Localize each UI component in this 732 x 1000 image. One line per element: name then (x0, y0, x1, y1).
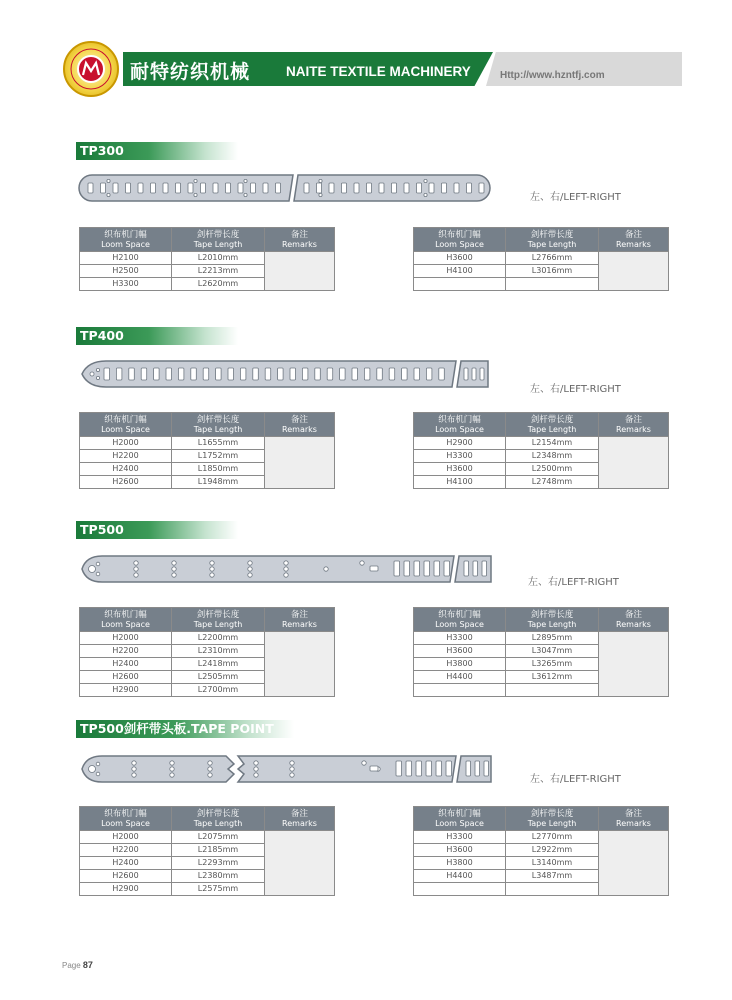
tape-diagram-tp400 (78, 358, 494, 390)
tape-hole (340, 368, 346, 380)
tape-hole (377, 368, 383, 380)
page-number: Page 87 (62, 960, 93, 970)
tape-hole (416, 761, 422, 776)
tape-hole (96, 376, 99, 379)
tape-hole (464, 561, 469, 576)
tape-hole (170, 773, 174, 777)
tape-hole (362, 761, 366, 765)
tape-hole (414, 368, 420, 380)
tape-hole (116, 368, 122, 380)
tape-hole (88, 183, 93, 193)
tape-hole (251, 183, 256, 193)
tape-hole (367, 183, 372, 193)
tape-hole (444, 561, 450, 576)
tape-hole (442, 183, 447, 193)
tape-hole (208, 767, 212, 771)
tape-hole (134, 573, 138, 577)
spec-table-tp400-right (413, 412, 669, 489)
tape-hole (284, 561, 288, 565)
col-remarks: 备注 Remarks (265, 807, 335, 831)
tape-hole (446, 761, 452, 776)
tape-hole (240, 368, 246, 380)
col-remarks: 备注 Remarks (265, 608, 335, 632)
company-logo (63, 41, 119, 97)
col-loom-space: 织布机门幅 Loom Space (80, 608, 172, 632)
tape-hole (473, 561, 478, 576)
table-row: H2900 L2700mm (80, 684, 335, 697)
tape-hole (107, 193, 110, 196)
direction-note: 左、右/LEFT-RIGHT (530, 774, 621, 785)
tape-hole (263, 183, 268, 193)
tape-hole (226, 183, 231, 193)
tape-hole (424, 561, 430, 576)
tape-hole (290, 773, 294, 777)
table-row: H3800 L3140mm (414, 857, 669, 870)
tape-hole (464, 368, 468, 380)
tape-hole (96, 762, 100, 766)
tape-diagram-tp500 (78, 552, 496, 586)
tape-hole (424, 193, 427, 196)
tape-hole (208, 773, 212, 777)
tape-hole (392, 183, 397, 193)
col-tape-length: 剑杆带长度 Tape Length (172, 228, 265, 252)
table-row: H2000 L2075mm (80, 831, 335, 844)
tape-hole (166, 368, 172, 380)
tape-hole (370, 566, 378, 571)
tape-hole (208, 761, 212, 765)
tape-hole (107, 179, 110, 182)
tape-hole (194, 193, 197, 196)
tape-hole (132, 761, 136, 765)
col-remarks: 备注 Remarks (599, 228, 669, 252)
tape-hole (248, 561, 252, 565)
tape-hole (404, 561, 410, 576)
tape-hole (138, 183, 143, 193)
col-tape-length: 剑杆带长度 Tape Length (172, 413, 265, 437)
tape-hole (141, 368, 147, 380)
col-remarks: 备注 Remarks (265, 228, 335, 252)
section-title-tp400: TP400 (76, 327, 238, 345)
tape-hole (172, 567, 176, 571)
tape-hole (194, 179, 197, 182)
tape-hole (216, 368, 222, 380)
tape-hole (479, 183, 484, 193)
col-tape-length: 剑杆带长度 Tape Length (506, 608, 599, 632)
tape-hole (191, 368, 197, 380)
table-row: H2600 L2380mm (80, 870, 335, 883)
tape-hole (253, 368, 258, 380)
tape-hole (426, 761, 432, 776)
logo-emblem-icon (77, 55, 105, 83)
tape-hole (426, 368, 432, 380)
tape-hole (96, 562, 100, 566)
col-tape-length: 剑杆带长度 Tape Length (506, 413, 599, 437)
spec-table-tp500-tape-point-left (79, 806, 335, 896)
tape-hole (151, 183, 156, 193)
tape-hole (188, 183, 193, 193)
col-loom-space: 织布机门幅 Loom Space (80, 413, 172, 437)
tape-hole (178, 368, 184, 380)
col-tape-length: 剑杆带长度 Tape Length (506, 807, 599, 831)
col-loom-space: 织布机门幅 Loom Space (414, 807, 506, 831)
tape-hole (319, 179, 322, 182)
tape-hole (472, 368, 476, 380)
tape-hole (254, 773, 258, 777)
table-row: H3300 L2620mm (80, 278, 335, 291)
table-row: H2900 L2154mm (414, 437, 669, 450)
col-tape-length: 剑杆带长度 Tape Length (172, 608, 265, 632)
col-tape-length: 剑杆带长度 Tape Length (506, 228, 599, 252)
tape-hole (89, 766, 96, 773)
tape-hole (201, 183, 206, 193)
tape-hole (129, 368, 135, 380)
tape-hole (290, 761, 294, 765)
tape-hole (210, 573, 214, 577)
tape-hole (172, 561, 176, 565)
tape-hole (134, 561, 138, 565)
table-row: H2200 L2310mm (80, 645, 335, 658)
col-loom-space: 织布机门幅 Loom Space (80, 228, 172, 252)
tape-hole (417, 183, 422, 193)
col-remarks: 备注 Remarks (265, 413, 335, 437)
table-row: H3600 L2766mm (414, 252, 669, 265)
col-loom-space: 织布机门幅 Loom Space (80, 807, 172, 831)
tape-hole (210, 561, 214, 565)
table-row: H3300 L2895mm (414, 632, 669, 645)
tape-hole (304, 183, 309, 193)
tape-hole (101, 183, 106, 193)
table-row: H3300 L2348mm (414, 450, 669, 463)
tape-hole (132, 773, 136, 777)
table-row: H2200 L2185mm (80, 844, 335, 857)
tape-hole (284, 573, 288, 577)
tape-hole (126, 183, 131, 193)
direction-note: 左、右/LEFT-RIGHT (528, 577, 619, 588)
table-row: H2600 L1948mm (80, 476, 335, 489)
table-row: H2900 L2575mm (80, 883, 335, 896)
tape-hole (434, 561, 440, 576)
tape-hole (360, 561, 364, 565)
tape-hole (290, 767, 294, 771)
tape-hole (439, 368, 445, 380)
tape-hole (203, 368, 209, 380)
tape-hole (244, 179, 247, 182)
tape-hole (404, 183, 409, 193)
tape-hole (436, 761, 442, 776)
tape-hole (329, 183, 334, 193)
tape-hole (176, 183, 181, 193)
tape-hole (244, 193, 247, 196)
website-url[interactable]: Http://www.hzntfj.com (500, 70, 605, 81)
col-loom-space: 织布机门幅 Loom Space (414, 228, 506, 252)
tape-hole (394, 561, 400, 576)
tape-hole (406, 761, 412, 776)
tape-hole (228, 368, 234, 380)
tape-hole (454, 183, 459, 193)
table-row: H4100 L2748mm (414, 476, 669, 489)
tape-hole (134, 567, 138, 571)
tape-hole (154, 368, 160, 380)
company-name-cn: 耐特纺织机械 (130, 61, 251, 83)
tape-hole (163, 183, 168, 193)
table-row: H2400 L2293mm (80, 857, 335, 870)
tape-hole (254, 767, 258, 771)
company-name-en: NAITE TEXTILE MACHINERY (286, 64, 471, 79)
spec-table-tp300-left (79, 227, 335, 291)
spec-table-tp500-right (413, 607, 669, 697)
table-row: H4400 L3612mm (414, 671, 669, 684)
tape-hole (170, 761, 174, 765)
col-remarks: 备注 Remarks (599, 608, 669, 632)
tape-hole (248, 567, 252, 571)
tape-hole (276, 183, 281, 193)
spec-table-tp300-right (413, 227, 669, 291)
table-row: H3600 L2500mm (414, 463, 669, 476)
tape-hole (96, 772, 100, 776)
tape-hole (248, 573, 252, 577)
tape-hole (265, 368, 271, 380)
tape-hole (290, 368, 296, 380)
table-row: H2400 L1850mm (80, 463, 335, 476)
tape-hole (475, 761, 480, 776)
tape-hole (389, 368, 395, 380)
spec-table-tp500-tape-point-right (413, 806, 669, 896)
tape-hole (414, 561, 420, 576)
tape-diagram-tp500-tape-point (78, 752, 496, 786)
tape-hole (319, 193, 322, 196)
tape-hole (364, 368, 370, 380)
section-title-tp500: TP500 (76, 521, 238, 539)
direction-note: 左、右/LEFT-RIGHT (530, 384, 621, 395)
table-row: H3600 L2922mm (414, 844, 669, 857)
tape-hole (424, 179, 427, 182)
table-row: H2400 L2418mm (80, 658, 335, 671)
direction-note: 左、右/LEFT-RIGHT (530, 192, 621, 203)
table-row: H3800 L3265mm (414, 658, 669, 671)
tape-hole (90, 372, 94, 376)
tape-hole (379, 183, 384, 193)
tape-hole (96, 368, 99, 371)
tape-hole (238, 183, 243, 193)
tape-hole (327, 368, 333, 380)
tape-hole (170, 767, 174, 771)
tape-hole (396, 761, 402, 776)
table-row: H2200 L1752mm (80, 450, 335, 463)
tape-hole (254, 761, 258, 765)
col-tape-length: 剑杆带长度 Tape Length (172, 807, 265, 831)
tape-hole (315, 368, 321, 380)
section-title-tp300: TP300 (76, 142, 238, 160)
tape-hole (480, 368, 484, 380)
tape-hole (402, 368, 408, 380)
tape-hole (113, 183, 118, 193)
spec-table-tp400-left (79, 412, 335, 489)
tape-hole (284, 567, 288, 571)
table-row: H2500 L2213mm (80, 265, 335, 278)
tape-hole (467, 183, 472, 193)
tape-hole (429, 183, 434, 193)
tape-hole (213, 183, 218, 193)
table-row: H3300 L2770mm (414, 831, 669, 844)
tape-diagram-tp300 (78, 172, 494, 204)
tape-hole (302, 368, 308, 380)
table-row: H2600 L2505mm (80, 671, 335, 684)
section-title-tp500-tape-point: TP500剑杆带头板.TAPE POINT (76, 720, 294, 738)
tape-hole (89, 566, 96, 573)
tape-hole (352, 368, 358, 380)
table-row: H4100 L3016mm (414, 265, 669, 278)
col-loom-space: 织布机门幅 Loom Space (414, 608, 506, 632)
tape-hole (324, 567, 328, 571)
tape-hole (317, 183, 322, 193)
tape-hole (466, 761, 471, 776)
tape-hole (278, 368, 284, 380)
col-remarks: 备注 Remarks (599, 807, 669, 831)
col-loom-space: 织布机门幅 Loom Space (414, 413, 506, 437)
spec-table-tp500-left (79, 607, 335, 697)
tape-hole (210, 567, 214, 571)
col-remarks: 备注 Remarks (599, 413, 669, 437)
tape-hole (342, 183, 347, 193)
table-row: H4400 L3487mm (414, 870, 669, 883)
tape-hole (354, 183, 359, 193)
tape-hole (96, 572, 100, 576)
table-row: H3600 L3047mm (414, 645, 669, 658)
table-row: H2000 L1655mm (80, 437, 335, 450)
tape-hole (172, 573, 176, 577)
tape-hole (370, 766, 378, 771)
tape-hole (132, 767, 136, 771)
table-row: H2100 L2010mm (80, 252, 335, 265)
tape-hole (482, 561, 487, 576)
tape-hole (104, 368, 110, 380)
tape-hole (484, 761, 489, 776)
table-row: H2000 L2200mm (80, 632, 335, 645)
